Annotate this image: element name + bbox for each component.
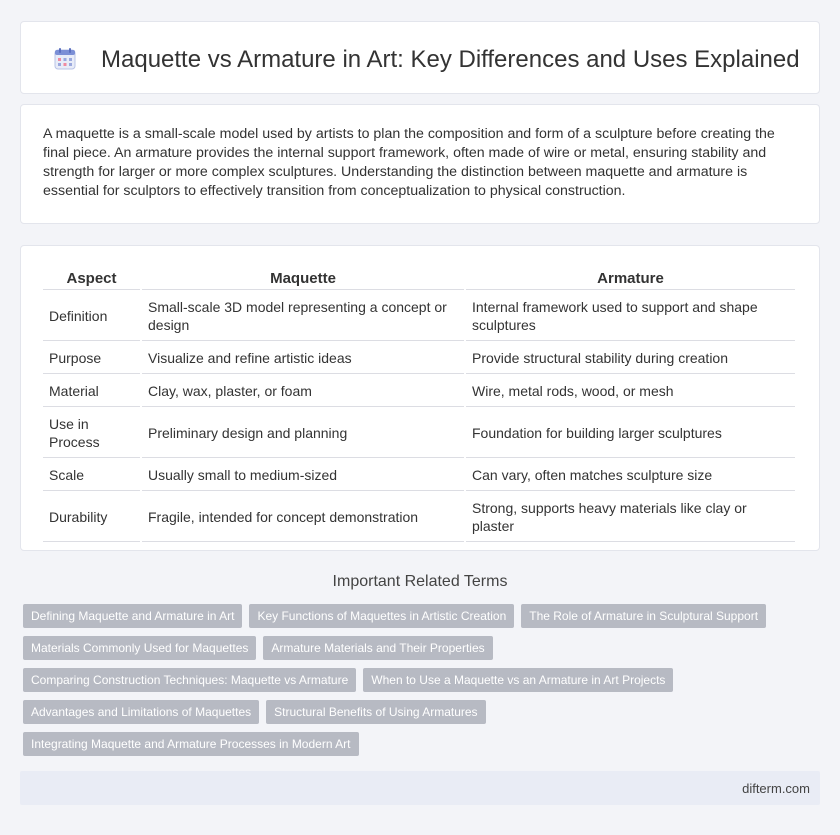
footer-site-link[interactable]: difterm.com	[742, 781, 810, 796]
armature-cell: Wire, metal rods, wood, or mesh	[466, 376, 795, 407]
table-row	[43, 376, 795, 407]
column-header-aspect: Aspect	[43, 266, 140, 290]
table-row	[43, 493, 795, 542]
related-terms	[23, 604, 823, 764]
maquette-cell: Small-scale 3D model representing a concept or design	[142, 292, 464, 341]
armature-cell: Foundation for building larger sculptures	[466, 409, 795, 458]
armature-cell: Provide structural stability during creation	[466, 343, 795, 374]
calendar-icon	[53, 47, 77, 71]
maquette-cell: Fragile, intended for concept demonstration	[142, 493, 464, 542]
armature-cell: Can vary, often matches sculpture size	[466, 460, 795, 491]
footer	[20, 771, 820, 805]
maquette-cell: Visualize and refine artistic ideas	[142, 343, 464, 374]
header-card	[20, 21, 820, 94]
aspect-cell: Purpose	[43, 343, 140, 374]
related-terms-title: Important Related Terms	[332, 573, 508, 590]
term-link[interactable]: Advantages and Limitations of Maquettes	[23, 700, 259, 724]
term-link[interactable]: Key Functions of Maquettes in Artistic Creation	[249, 604, 514, 628]
table-row	[43, 292, 795, 341]
term-link[interactable]: Armature Materials and Their Properties	[263, 636, 492, 660]
term-link[interactable]: When to Use a Maquette vs an Armature in Art Projects	[363, 668, 673, 692]
term-link[interactable]: Structural Benefits of Using Armatures	[266, 700, 485, 724]
aspect-cell: Material	[43, 376, 140, 407]
page-title: Maquette vs Armature in Art: Key Differences and Uses Explained	[101, 46, 800, 73]
term-link[interactable]: Comparing Construction Techniques: Maquette vs Armature	[23, 668, 356, 692]
column-header-maquette: Maquette	[142, 266, 464, 290]
maquette-cell: Usually small to medium-sized	[142, 460, 464, 491]
term-row	[23, 604, 823, 628]
aspect-cell: Definition	[43, 292, 140, 341]
comparison-card	[20, 245, 820, 551]
aspect-cell: Scale	[43, 460, 140, 491]
aspect-cell: Durability	[43, 493, 140, 542]
term-row	[23, 732, 823, 756]
armature-cell: Strong, supports heavy materials like clay or plaster	[466, 493, 795, 542]
term-row	[23, 636, 823, 660]
intro-card	[20, 104, 820, 224]
term-row	[23, 668, 823, 692]
maquette-cell: Clay, wax, plaster, or foam	[142, 376, 464, 407]
armature-cell: Internal framework used to support and shape sculptures	[466, 292, 795, 341]
maquette-cell: Preliminary design and planning	[142, 409, 464, 458]
aspect-cell: Use in Process	[43, 409, 140, 458]
intro-paragraph: A maquette is a small-scale model used by artists to plan the composition and form of a sculpture before creating the final piece. An armature provides the internal support framework, often made of wire or metal, ensuring stability and strength for larger or more complex sculptures. Understanding the distinction between maquette and armature is essential for sculptors to effectively transition from conceptualization to physical construction.	[43, 126, 775, 199]
table-row	[43, 460, 795, 491]
term-link[interactable]: Materials Commonly Used for Maquettes	[23, 636, 256, 660]
comparison-table	[41, 264, 797, 544]
term-link[interactable]: The Role of Armature in Sculptural Support	[521, 604, 766, 628]
table-row	[43, 343, 795, 374]
column-header-armature: Armature	[466, 266, 795, 290]
term-link[interactable]: Integrating Maquette and Armature Processes in Modern Art	[23, 732, 359, 756]
term-link[interactable]: Defining Maquette and Armature in Art	[23, 604, 242, 628]
table-row	[43, 409, 795, 458]
table-header-row	[43, 266, 795, 290]
term-row	[23, 700, 823, 724]
